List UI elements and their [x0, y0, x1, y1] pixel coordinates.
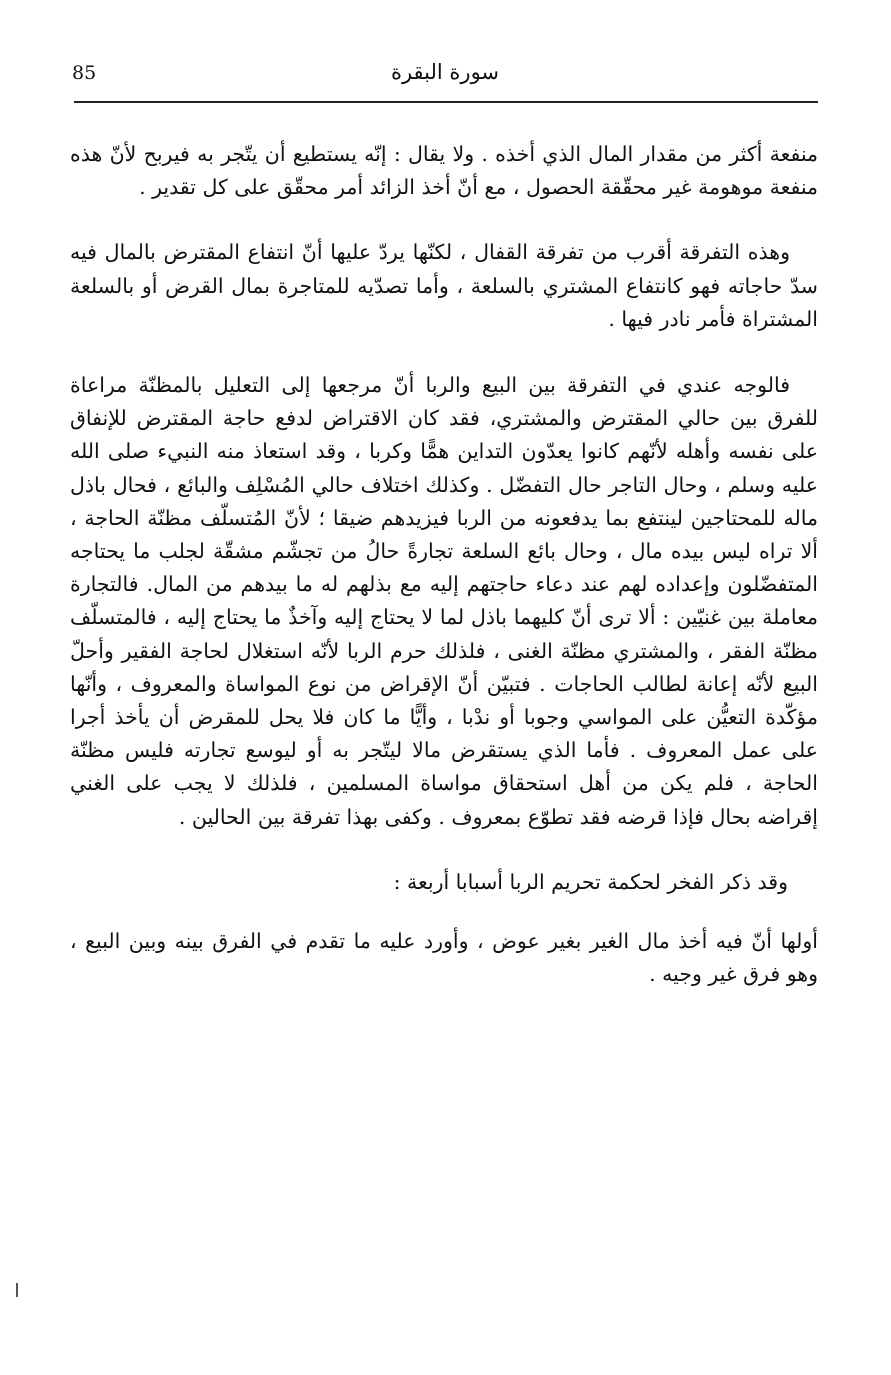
running-title: سورة البقرة: [390, 60, 500, 84]
paragraph: منفعة أكثر من مقدار المال الذي أخذه . ولا يقال : إنّه يستطيع أن يتّجر به فيربح لأنّ هذه منفعة موهومة غير محقّقة الحصول ، مع أنّ أخذ الزائد أمر محقّق على كل تقدير .: [70, 142, 818, 200]
paragraph: وهذه التفرقة أقرب من تفرقة القفال ، لكنّها يردّ عليها أنّ انتفاع المقترض بالمال فيه سدّ حاجاته فهو كانتفاع المشتري بالسلعة ، وأما تصدّيه للمتاجرة بمال القرض أو بالسلعة المشتراة فأمر نادر فيها .: [70, 240, 818, 331]
header-rule: [74, 101, 818, 103]
paragraph: فالوجه عندي في التفرقة بين البيع والربا أنّ مرجعها إلى التعليل بالمظنّة مراعاة للفرق بين حالي المقترض والمشتري، فقد كان الاقتراض لدفع حاجة المقترض للإنفاق على نفسه وأهله لأنّهم كانوا يعدّون التداين همًّا وكربا ، وقد استعاذ منه النبيء صلى الله عليه وسلم ، وحال التاجر حال التفضّل . وكذلك اختلاف حالي المُسْلِف والبائع ، فحال باذل ماله للمحتاجين لينتفع بما يدفعونه من الربا فيزيدهم ضيقا ؛ لأنّ المُتسلّف مظنّة الحاجة ، ألا تراه ليس بيده مال ، وحال بائع السلعة تجارةً حالُ من تجشّم مشقّة لجلب ما يحتاجه المتفضّلون وإعداده لهم عند دعاء حاجتهم إليه مع بذلهم له ما بيدهم من المال. فالتجارة معاملة بين غنيّين : ألا ترى أنّ كليهما باذل لما لا يحتاج إليه وآخذٌ ما يحتاج إليه ، فالمتسلّف مظنّة الفقر ، والمشتري مظنّة الغنى ، فلذلك حرم الربا لأنّه استغلال لحاجة الفقير وأحلّ البيع لأنّه إعانة لطالب الحاجات . فتبيّن أنّ الإقراض من نوع المواساة والمعروف ، وأنّها مؤكّدة التعيُّن على المواسي وجوبا أو ندْبا ، وأيًّا ما كان فلا يحل للمقرض أن يأخذ أجرا على عمل المعروف . فأما الذي يستقرض مالا ليتّجر به أو ليوسع تجارته فليس مظنّة الحاجة ، فلم يكن من أهل استحقاق مواساة المسلمين ، فلذلك لا يجب على الغني إقراضه بحال فإذا قرضه فقد تطوّع بمعروف . وكفى بهذا تفرقة بين الحالين .: [70, 373, 818, 829]
paragraph: وقد ذكر الفخر لحكمة تحريم الربا أسبابا أربعة :: [393, 869, 788, 894]
body-text: [70, 138, 818, 991]
page-header: [72, 58, 818, 98]
scan-artifact-mark: [16, 1283, 18, 1297]
page-number: 85: [72, 62, 97, 84]
paragraph: أولها أنّ فيه أخذ مال الغير بغير عوض ، وأورد عليه ما تقدم في الفرق بينه وبين البيع ، وهو فرق غير وجيه .: [70, 929, 818, 987]
